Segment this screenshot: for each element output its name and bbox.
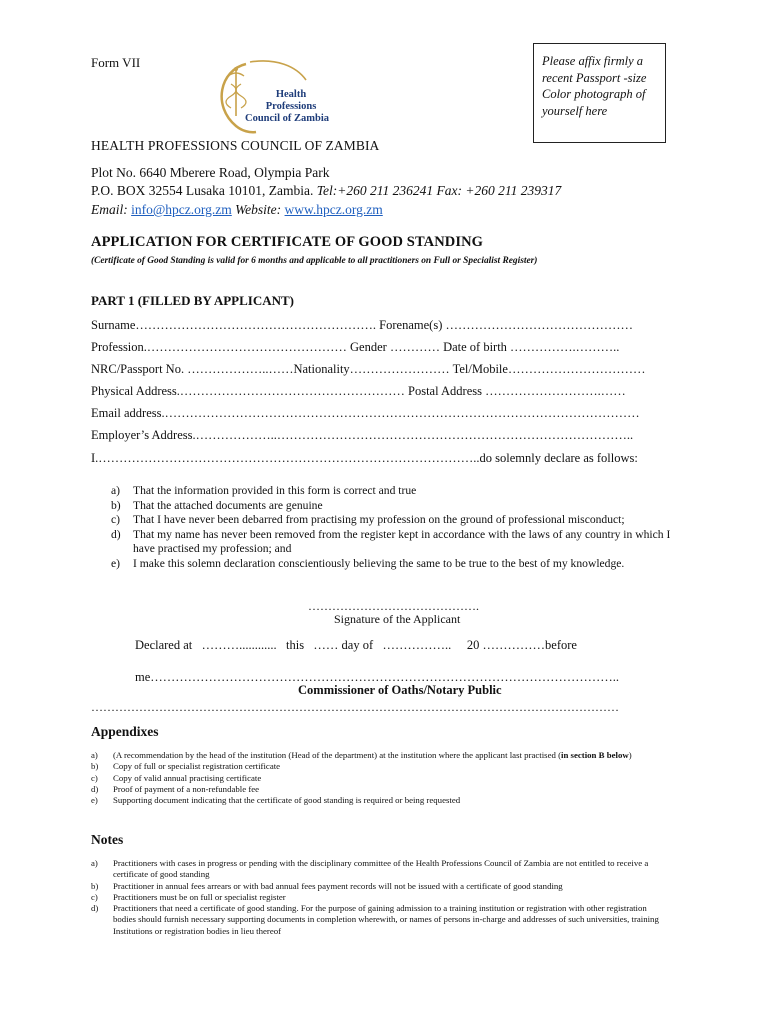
list-item <box>91 761 663 772</box>
part1-heading: PART 1 (FILLED BY APPLICANT) <box>91 293 294 308</box>
list-item <box>111 513 671 528</box>
employer-address-field[interactable]: Employer’s Address.………………..………………………………………………………………………….. <box>91 428 634 442</box>
commissioner-label: Commissioner of Oaths/Notary Public <box>298 683 502 697</box>
list-marker: a) <box>91 858 98 868</box>
list-text: Copy of valid annual practising certificate <box>113 772 262 783</box>
council-name: HEALTH PROFESSIONS COUNCIL OF ZAMBIA <box>91 138 380 153</box>
appendix-bold-ref: in section B below <box>561 750 629 760</box>
notes-heading: Notes <box>91 832 124 847</box>
form-number: Form VII <box>91 55 141 70</box>
website-label: Website: <box>235 202 282 217</box>
list-text: That I have never been debarred from practising my profession on the ground of professional misconduct; <box>133 513 625 527</box>
list-text: Practitioners with cases in progress or pending with the disciplinary committee of the Health Professions Council of Zambia are not entitled to receive a certificate of good standing <box>113 858 649 880</box>
signature-label: Signature of the Applicant <box>334 612 461 626</box>
list-marker: e) <box>111 556 121 570</box>
list-text: Practitioner in annual fees arrears or with bad annual fees payment records will not be issued with a certificate of good standing <box>113 880 563 891</box>
appendixes-heading: Appendixes <box>91 724 159 739</box>
list-text: Proof of payment of a non-refundable fee <box>113 783 260 794</box>
logo-line-professions: Professions <box>265 101 317 112</box>
form-title: APPLICATION FOR CERTIFICATE OF GOOD STANDING <box>91 234 484 250</box>
list-text: Copy of full or specialist registration certificate <box>113 761 281 772</box>
surname-forename-field[interactable]: Surname…………………………………………………. Forename(s) ……………………………………… <box>91 318 633 332</box>
list-marker: a) <box>91 750 98 760</box>
list-item <box>91 784 663 795</box>
list-text: Supporting document indicating that the certificate of good standing is required or being requested <box>113 795 461 806</box>
email-address-field[interactable]: Email address.…………………………………………………………………………………………………… <box>91 406 640 420</box>
list-marker: d) <box>111 527 121 541</box>
list-marker: b) <box>91 880 99 891</box>
list-item <box>111 484 671 499</box>
contact-numbers: Tel:+260 211 236241 Fax: +260 211 239317 <box>316 183 562 198</box>
list-text: I make this solemn declaration conscientiously believing the same to be true to the best of my knowledge. <box>133 556 625 570</box>
declarant-name-field[interactable]: I.………………………………………………………………………………..do solemnly declare as follows: <box>91 451 638 465</box>
postal-address: P.O. BOX 32554 Lusaka 10101, Zambia. <box>91 183 314 198</box>
list-marker: c) <box>91 891 98 902</box>
appendix-text-end: ) <box>628 750 632 760</box>
address-line-2 <box>91 183 561 199</box>
photo-placeholder-box <box>533 43 666 143</box>
list-item <box>111 499 671 514</box>
appendix-text: (A recommendation by the head of the institution (Head of the department) at the institution where the applicant last practised ( <box>113 750 562 760</box>
list-text: That the attached documents are genuine <box>133 498 323 512</box>
signature-line[interactable]: ……………………………………. <box>308 599 479 613</box>
list-marker: c) <box>91 772 98 783</box>
website-link[interactable]: www.hpcz.org.zm <box>284 202 383 217</box>
contact-line <box>91 202 383 218</box>
list-item <box>91 773 663 784</box>
appendixes-list <box>91 750 663 806</box>
list-item <box>111 528 671 557</box>
list-item <box>91 750 663 761</box>
list-marker: d) <box>91 903 99 914</box>
photo-note: Please affix firmly a recent Passport -size Color photograph of yourself here <box>542 54 647 118</box>
form-subtitle: (Certificate of Good Standing is valid for 6 months and applicable to all practitioners on Full or Specialist Register) <box>91 256 538 266</box>
email-link[interactable]: info@hpcz.org.zm <box>131 202 232 217</box>
separator-dots: …………………………………………………………………………………………………………………… <box>91 700 619 714</box>
list-item <box>91 892 663 903</box>
address-line-1: Plot No. 6640 Mberere Road, Olympia Park <box>91 165 330 180</box>
list-marker: a) <box>111 484 121 497</box>
hpcz-logo <box>206 56 346 136</box>
list-text: Practitioners that need a certificate of good standing. For the purpose of gaining admission to a training institution or registration with other registration bodies should furnish necessary supporting documents in completion wherewith, or names of persons in-charge and addresses of such universities, training Institutions or registration bodies in lieu thereof <box>113 903 659 936</box>
logo-line-health: Health <box>275 89 307 100</box>
list-text: That my name has never been removed from the register kept in accordance with the laws of any country in which I have practised my profession; and <box>133 527 671 556</box>
list-item <box>111 557 671 572</box>
declaration-list <box>111 484 671 572</box>
list-text: That the information provided in this form is correct and true <box>133 484 417 497</box>
list-marker: b) <box>111 498 121 512</box>
list-marker: b) <box>91 761 99 772</box>
email-label: Email: <box>91 202 128 217</box>
logo-line-council: Council of Zambia <box>244 113 329 124</box>
list-item <box>91 903 663 937</box>
commissioner-line[interactable]: me………………………………………………………………………………………………….. <box>135 670 620 684</box>
physical-postal-address-field[interactable]: Physical Address.……………………………………………… Postal Address ……………………….…… <box>91 384 626 398</box>
list-marker: e) <box>91 795 98 806</box>
list-marker: c) <box>111 513 121 527</box>
nrc-nationality-tel-field[interactable]: NRC/Passport No. ………………..……Nationality…………………… Tel/Mobile…………………………… <box>91 362 646 376</box>
list-marker: d) <box>91 783 99 794</box>
list-item <box>91 795 663 806</box>
profession-gender-dob-field[interactable]: Profession.………………………………………… Gender ………… Date of birth …………….……….. <box>91 340 620 354</box>
declared-at-field[interactable]: Declared at ………............ this …… day of …………….. 20 ……………before <box>135 638 577 652</box>
notes-list <box>91 858 663 937</box>
list-item <box>91 881 663 892</box>
list-text <box>113 750 632 761</box>
list-item <box>91 858 663 881</box>
list-text: Practitioners must be on full or specialist register <box>113 891 286 902</box>
